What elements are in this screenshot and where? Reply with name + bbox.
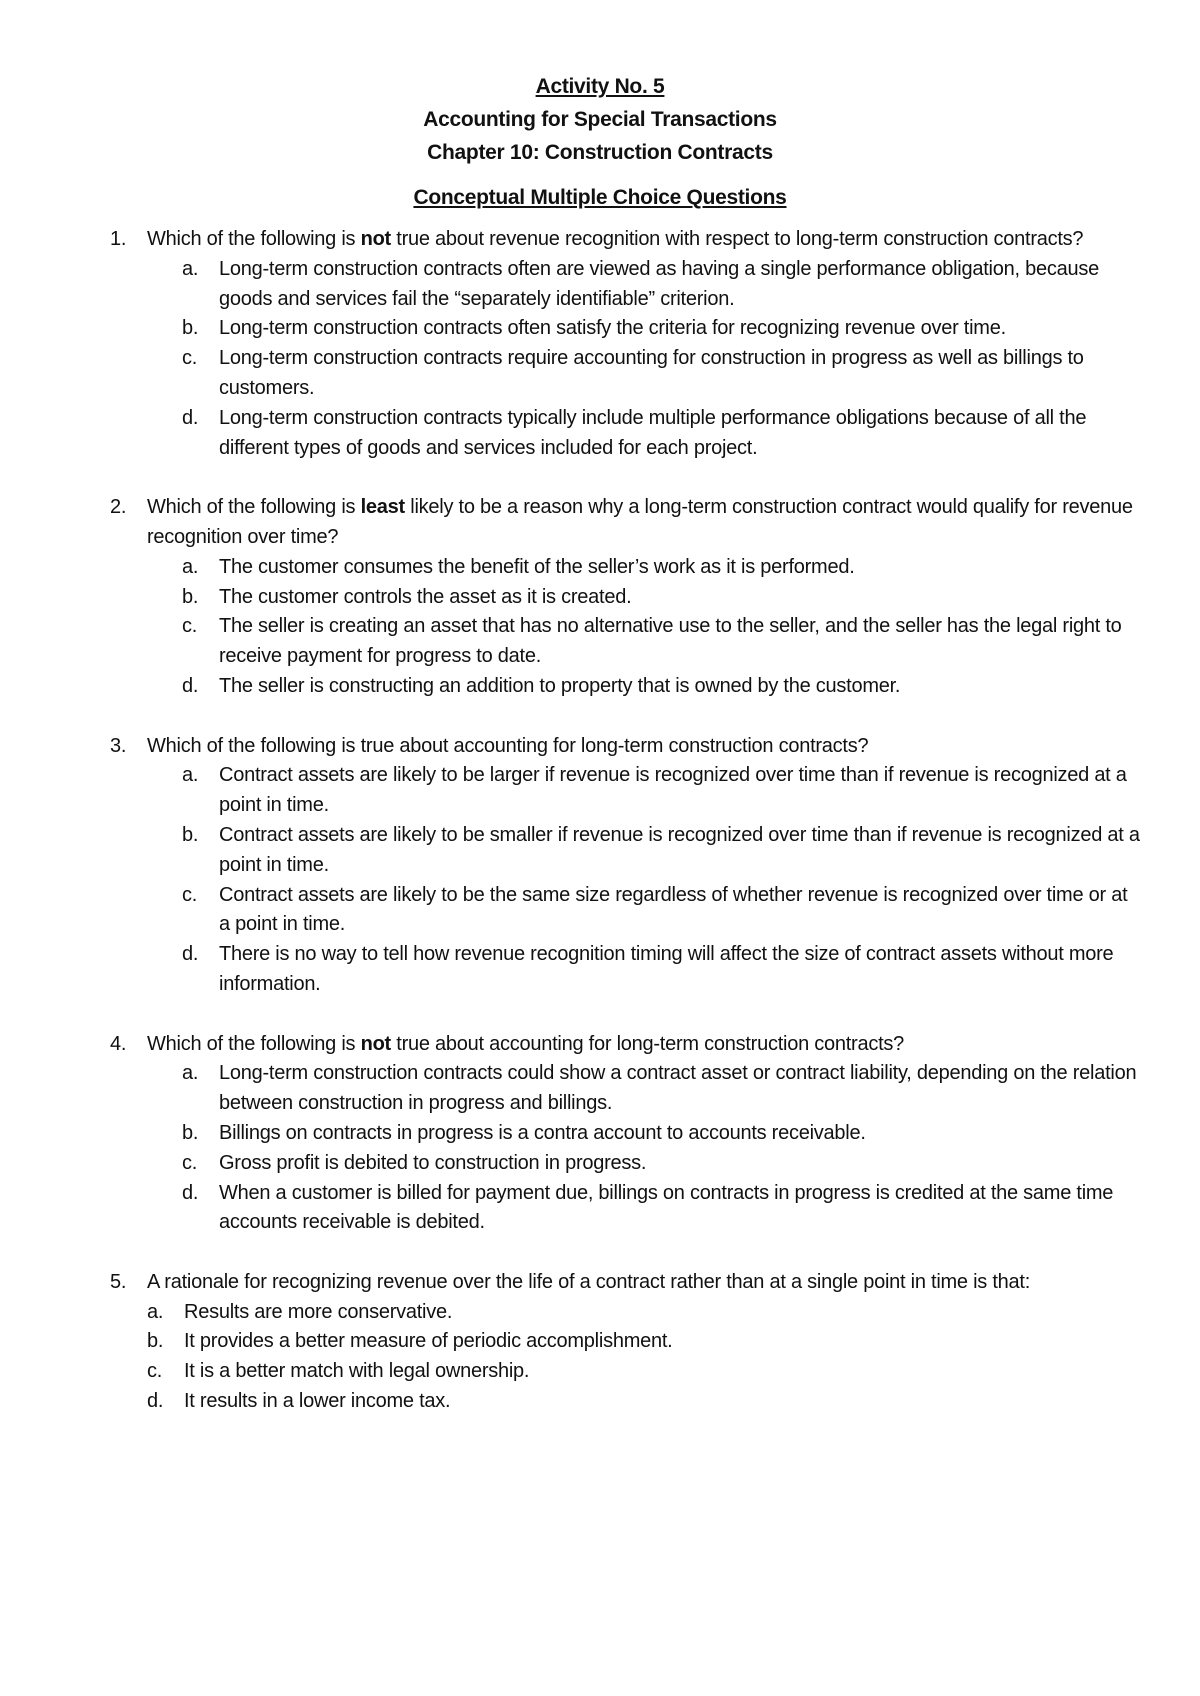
activity-title: Activity No. 5 [535,75,665,98]
option-letter: d. [182,406,199,429]
option-letter: a. [147,1300,164,1323]
question-3 [110,732,1140,1000]
option-letter: c. [182,347,198,370]
section-heading: Conceptual Multiple Choice Questions [413,186,787,209]
option-text: The seller is creating an asset that has no alternative use to the seller, and the seller has the legal right to receive payment for progress to date. [219,615,1122,668]
option-text: When a customer is billed for payment due, billings on contracts in progress is credited at the same time accounts receivable is debited. [219,1181,1114,1234]
option-letter: a. [182,555,199,578]
option-letter: b. [147,1330,164,1353]
option-a [182,553,1140,583]
option-b [182,314,1140,344]
option-letter: b. [182,317,199,340]
option-text: The customer controls the asset as it is created. [219,585,632,608]
question-4 [110,1030,1140,1239]
option-list [147,553,1140,702]
subject-title: Accounting for Special Transactions [423,108,777,131]
option-text: Long-term construction contracts could show a contract asset or contract liability, depending on the relation between construction in progress and billings. [219,1062,1137,1115]
chapter-title: Chapter 10: Construction Contracts [427,141,773,164]
option-text: Contract assets are likely to be larger if revenue is recognized over time than if revenue is recognized at a point in time. [219,764,1127,817]
option-a [182,761,1140,821]
question-number: 5. [110,1270,127,1293]
option-b [147,1327,1140,1357]
option-letter: c. [147,1360,163,1383]
question-number: 1. [110,228,127,250]
emphasis-word: least [360,496,405,519]
option-c [182,344,1140,404]
option-text: Long-term construction contracts typically include multiple performance obligations because of all the different types of goods and services included for each project. [219,406,1087,459]
option-letter: c. [182,615,198,638]
option-letter: a. [182,257,199,280]
option-c [182,612,1140,672]
option-letter: d. [147,1390,164,1413]
question-5 [110,1268,1140,1417]
option-text: Long-term construction contracts often satisfy the criteria for recognizing revenue over time. [219,317,1006,340]
option-letter: d. [182,1181,199,1204]
document-header [0,70,1200,214]
emphasis-word: not [360,228,391,250]
option-c [182,881,1140,941]
option-text: The customer consumes the benefit of the seller’s work as it is performed. [219,555,855,578]
question-text: Which of the following is not true about accounting for long-term construction contracts? [147,1032,905,1055]
option-text: It provides a better measure of periodic accomplishment. [184,1330,673,1353]
question-number: 2. [110,496,127,519]
question-2 [110,493,1140,702]
option-c [182,1149,1140,1179]
option-d [182,672,1140,702]
emphasis-word: not [360,1032,391,1055]
question-number: 4. [110,1032,127,1055]
option-a [182,1059,1140,1119]
option-list [147,1298,1140,1417]
option-c [147,1357,1140,1387]
option-letter: d. [182,943,199,966]
option-text: Results are more conservative. [184,1300,453,1323]
option-letter: d. [182,674,199,697]
option-letter: b. [182,1121,199,1144]
question-text: Which of the following is true about accounting for long-term construction contracts? [147,734,869,757]
option-letter: a. [182,1062,199,1085]
option-text: Long-term construction contracts require accounting for construction in progress as well as billings to customers. [219,347,1084,399]
option-text: It is a better match with legal ownership. [184,1360,530,1383]
option-text: Contract assets are likely to be the same size regardless of whether revenue is recognized over time or at a point in time. [219,883,1128,936]
option-text: Billings on contracts in progress is a contra account to accounts receivable. [219,1121,866,1144]
question-1 [110,225,1140,463]
option-d [147,1387,1140,1417]
option-list [147,255,1140,464]
option-text: There is no way to tell how revenue recognition timing will affect the size of contract assets without more information. [219,943,1114,995]
option-a [182,255,1140,315]
option-d [182,940,1140,1000]
option-b [182,583,1140,613]
option-text: Contract assets are likely to be smaller if revenue is recognized over time than if revenue is recognized at a point in time. [219,823,1140,876]
option-letter: c. [182,883,198,906]
option-list [147,1059,1140,1238]
question-text: Which of the following is not true about revenue recognition with respect to long-term construction contracts? [147,228,1084,250]
question-number: 3. [110,734,127,757]
option-text: Long-term construction contracts often are viewed as having a single performance obligation, because goods and services fail the “separately identifiable” criterion. [219,257,1099,310]
option-d [182,404,1140,464]
option-letter: b. [182,823,199,846]
option-text: It results in a lower income tax. [184,1390,451,1413]
option-d [182,1179,1140,1239]
option-b [182,821,1140,881]
question-list [110,225,1140,1447]
option-list [147,761,1140,999]
option-letter: c. [182,1151,198,1174]
question-text: A rationale for recognizing revenue over the life of a contract rather than at a single point in time is that: [147,1270,1031,1293]
option-a [147,1298,1140,1328]
option-b [182,1119,1140,1149]
option-text: The seller is constructing an addition to property that is owned by the customer. [219,674,901,697]
option-letter: b. [182,585,199,608]
question-text: Which of the following is least likely to be a reason why a long-term construction contract would qualify for revenue recognition over time? [147,496,1133,548]
option-letter: a. [182,764,199,787]
option-text: Gross profit is debited to construction in progress. [219,1151,647,1174]
